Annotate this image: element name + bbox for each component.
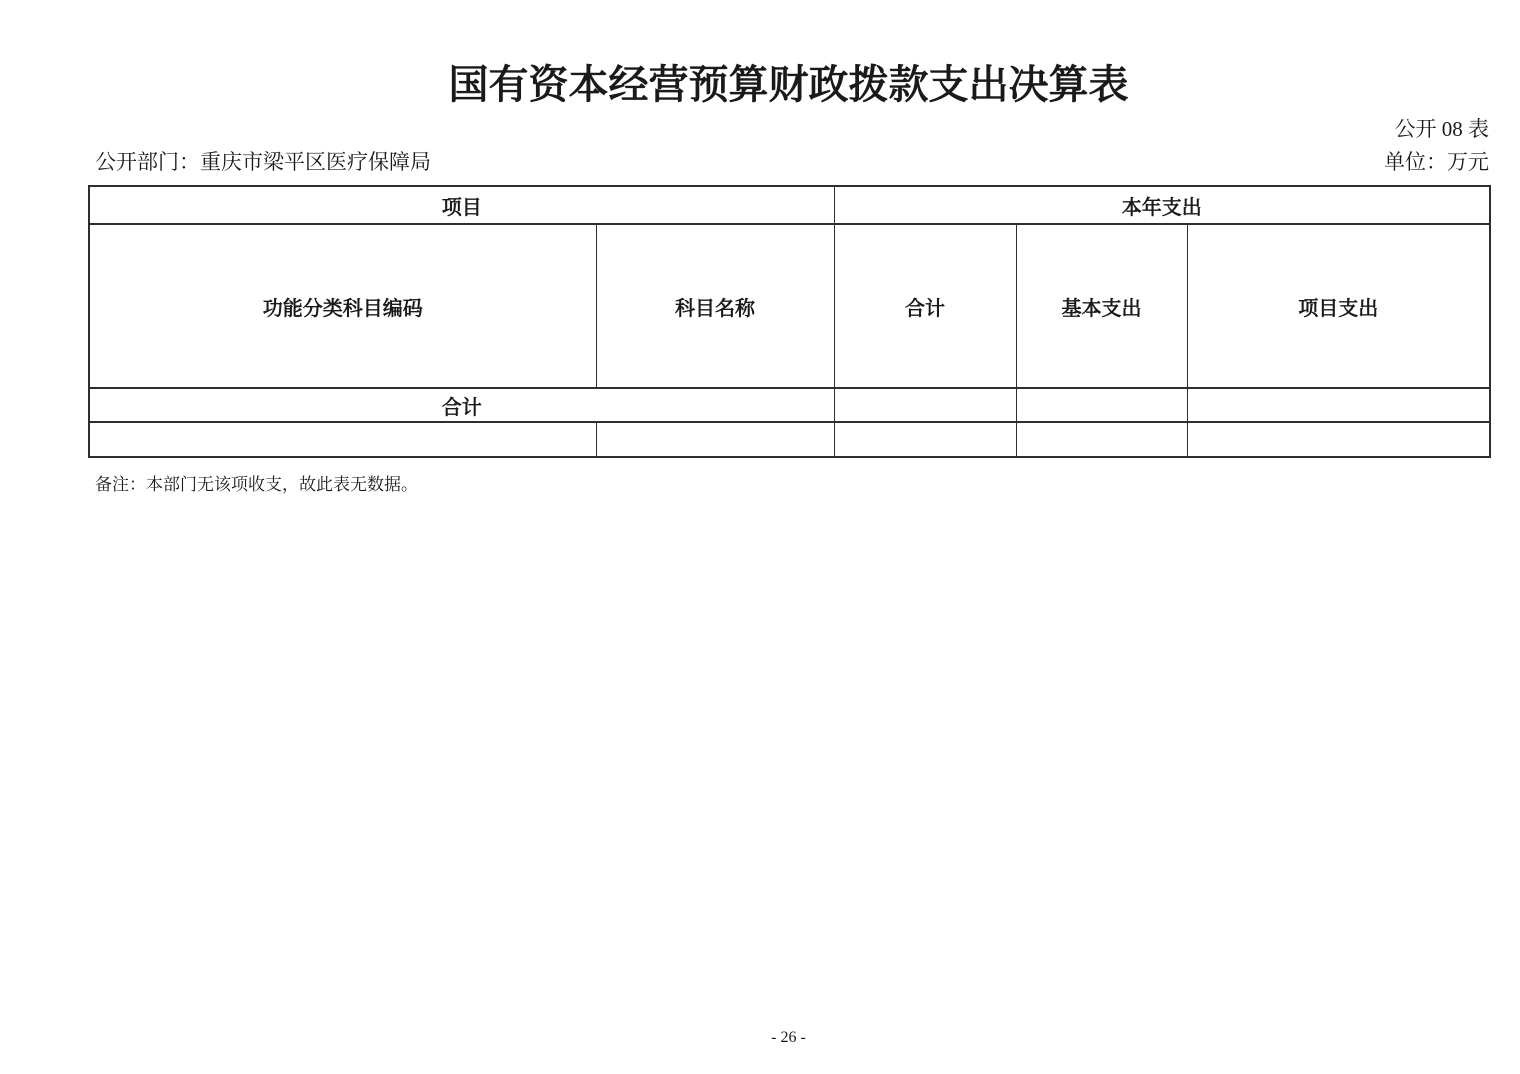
col-header-subject-name: 科目名称 — [596, 224, 834, 388]
table-group-header-row — [89, 186, 1490, 224]
empty-row-basic-cell — [1016, 422, 1187, 457]
document-page — [88, 0, 1489, 1074]
unit-label: 单位：万元 — [1384, 150, 1489, 174]
table-row-empty — [89, 422, 1490, 457]
table-column-header-row — [89, 224, 1490, 388]
empty-row-project-cell — [1187, 422, 1490, 457]
total-row-basic-cell — [1016, 388, 1187, 422]
group-header-current-year-expenditure: 本年支出 — [834, 186, 1490, 224]
total-row-project-cell — [1187, 388, 1490, 422]
col-header-basic-expenditure: 基本支出 — [1016, 224, 1187, 388]
department-label: 公开部门：重庆市梁平区医疗保障局 — [95, 150, 431, 174]
empty-row-code-cell — [89, 422, 596, 457]
group-header-project: 项目 — [89, 186, 834, 224]
total-row-label: 合计 — [89, 388, 834, 422]
page-number: - 26 - — [771, 1029, 806, 1046]
total-row-total-cell — [834, 388, 1016, 422]
note-text: 备注：本部门无该项收支，故此表无数据。 — [95, 475, 418, 494]
page-title: 国有资本经营预算财政拨款支出决算表 — [448, 62, 1129, 107]
expenditure-table — [88, 185, 1491, 458]
col-header-total: 合计 — [834, 224, 1016, 388]
empty-row-name-cell — [596, 422, 834, 457]
col-header-project-expenditure: 项目支出 — [1187, 224, 1490, 388]
col-header-function-code: 功能分类科目编码 — [89, 224, 596, 388]
empty-row-total-cell — [834, 422, 1016, 457]
table-number-label: 公开 08 表 — [1394, 117, 1489, 141]
table-row-total — [89, 388, 1490, 422]
